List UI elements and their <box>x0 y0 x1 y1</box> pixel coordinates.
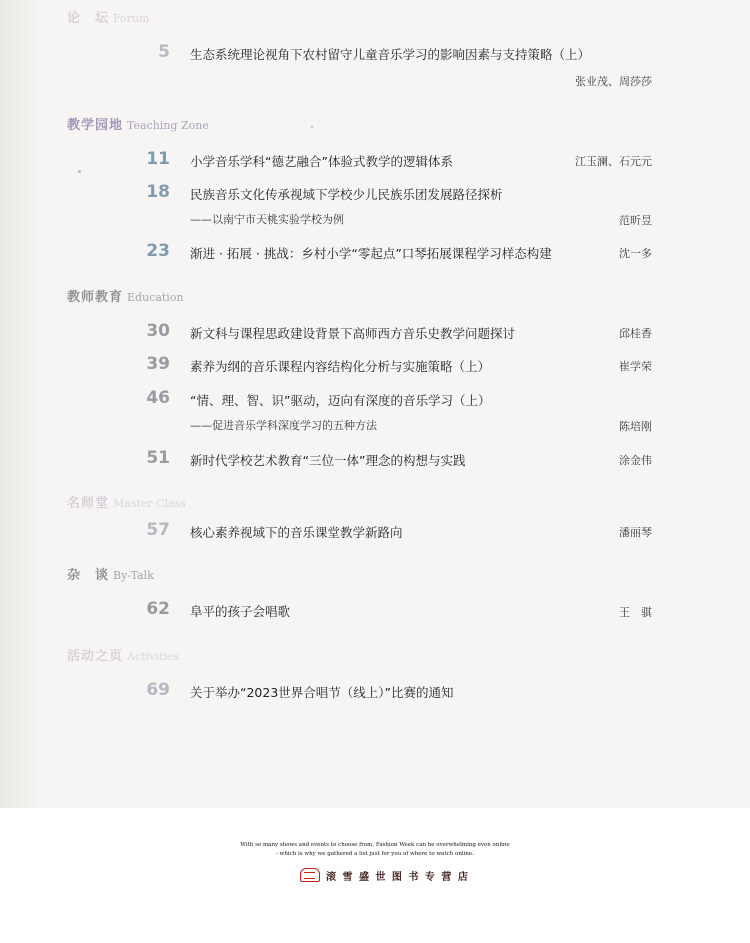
article-author: 陈培刚 <box>619 420 652 433</box>
page-number: 46 <box>146 388 170 408</box>
article-title: 关于举办“2023世界合唱节（线上）”比赛的通知 <box>190 685 454 700</box>
page-number: 39 <box>146 354 170 374</box>
section-title-en: Teaching Zone <box>127 119 209 132</box>
footer-line: - which is why we gathered a list just for you of where to watch online. <box>276 851 474 857</box>
article-title: 阜平的孩子会唱歌 <box>190 604 291 619</box>
article-author: 张业茂、周莎莎 <box>575 75 652 88</box>
scan-speck <box>311 126 313 128</box>
article-author: 潘丽琴 <box>619 526 652 539</box>
page-number: 30 <box>146 321 170 341</box>
article-title: 新文科与课程思政建设背景下高师西方音乐史教学问题探讨 <box>190 326 516 341</box>
article-author: 邱桂香 <box>619 327 652 340</box>
article-subtitle: ——促进音乐学科深度学习的五种方法 <box>190 419 377 432</box>
article-author: 涂金伟 <box>619 454 652 467</box>
page-number: 5 <box>158 42 170 62</box>
article-author: 崔学荣 <box>619 360 652 373</box>
store-name: 滚 雪 盛 世 图 书 专 营 店 <box>326 871 470 883</box>
article-author: 王 骐 <box>619 606 652 619</box>
page-number: 57 <box>146 520 170 540</box>
section-title-cn: 杂 谈 <box>67 568 110 583</box>
page-number: 62 <box>146 599 170 619</box>
store-signature <box>300 866 470 884</box>
section-title-cn: 活动之页 <box>67 649 124 664</box>
section-title-cn: 名师堂 <box>67 496 110 511</box>
section-header-by-talk <box>67 564 154 584</box>
article-title: 小学音乐学科“德艺融合”体验式教学的逻辑体系 <box>190 154 453 169</box>
scan-speck <box>78 170 81 173</box>
section-title-cn: 教师教育 <box>67 290 124 305</box>
article-title: “情、理、智、识”驱动，迈向有深度的音乐学习（上） <box>190 393 491 408</box>
article-title: 新时代学校艺术教育“三位一体”理念的构想与实践 <box>190 453 466 468</box>
store-seal-icon <box>300 868 320 882</box>
page-number: 18 <box>146 182 170 202</box>
article-title: 民族音乐文化传承视域下学校少儿民族乐团发展路径探析 <box>190 187 503 202</box>
article-title: 渐进 · 拓展 · 挑战：乡村小学“零起点”口琴拓展课程学习样态构建 <box>190 246 552 261</box>
section-title-cn: 教学园地 <box>67 118 124 133</box>
article-author: 江玉澜、石元元 <box>575 155 652 168</box>
section-header-forum <box>67 7 149 27</box>
section-header-education <box>67 286 184 306</box>
section-title-en: By-Talk <box>113 569 154 582</box>
section-title-en: Activities <box>127 650 179 663</box>
section-title-en: Education <box>127 291 184 304</box>
page-number: 69 <box>146 680 170 700</box>
page-number: 51 <box>146 448 170 468</box>
section-title-cn: 论 坛 <box>67 11 110 26</box>
footer-line: With so many shows and events to choose from, Fashion Week can be overwhelming even online <box>240 842 510 848</box>
article-subtitle: ——以南宁市天桃实验学校为例 <box>190 213 344 226</box>
section-header-activities <box>67 645 179 665</box>
section-header-teaching-zone <box>67 114 209 134</box>
page-number: 11 <box>146 149 170 169</box>
page-number: 23 <box>146 241 170 261</box>
article-title: 核心素养视域下的音乐课堂教学新路向 <box>190 525 403 540</box>
page-shadow-edge <box>0 0 44 808</box>
article-title: 素养为纲的音乐课程内容结构化分析与实施策略（上） <box>190 359 491 374</box>
section-header-master-class <box>67 492 186 512</box>
section-title-en: Master Class <box>113 497 186 510</box>
article-title: 生态系统理论视角下农村留守儿童音乐学习的影响因素与支持策略（上） <box>190 47 591 62</box>
article-author: 范昕昱 <box>619 214 652 227</box>
section-title-en: Forum <box>113 12 150 25</box>
footer-note <box>175 841 575 859</box>
article-author: 沈一多 <box>619 247 652 260</box>
